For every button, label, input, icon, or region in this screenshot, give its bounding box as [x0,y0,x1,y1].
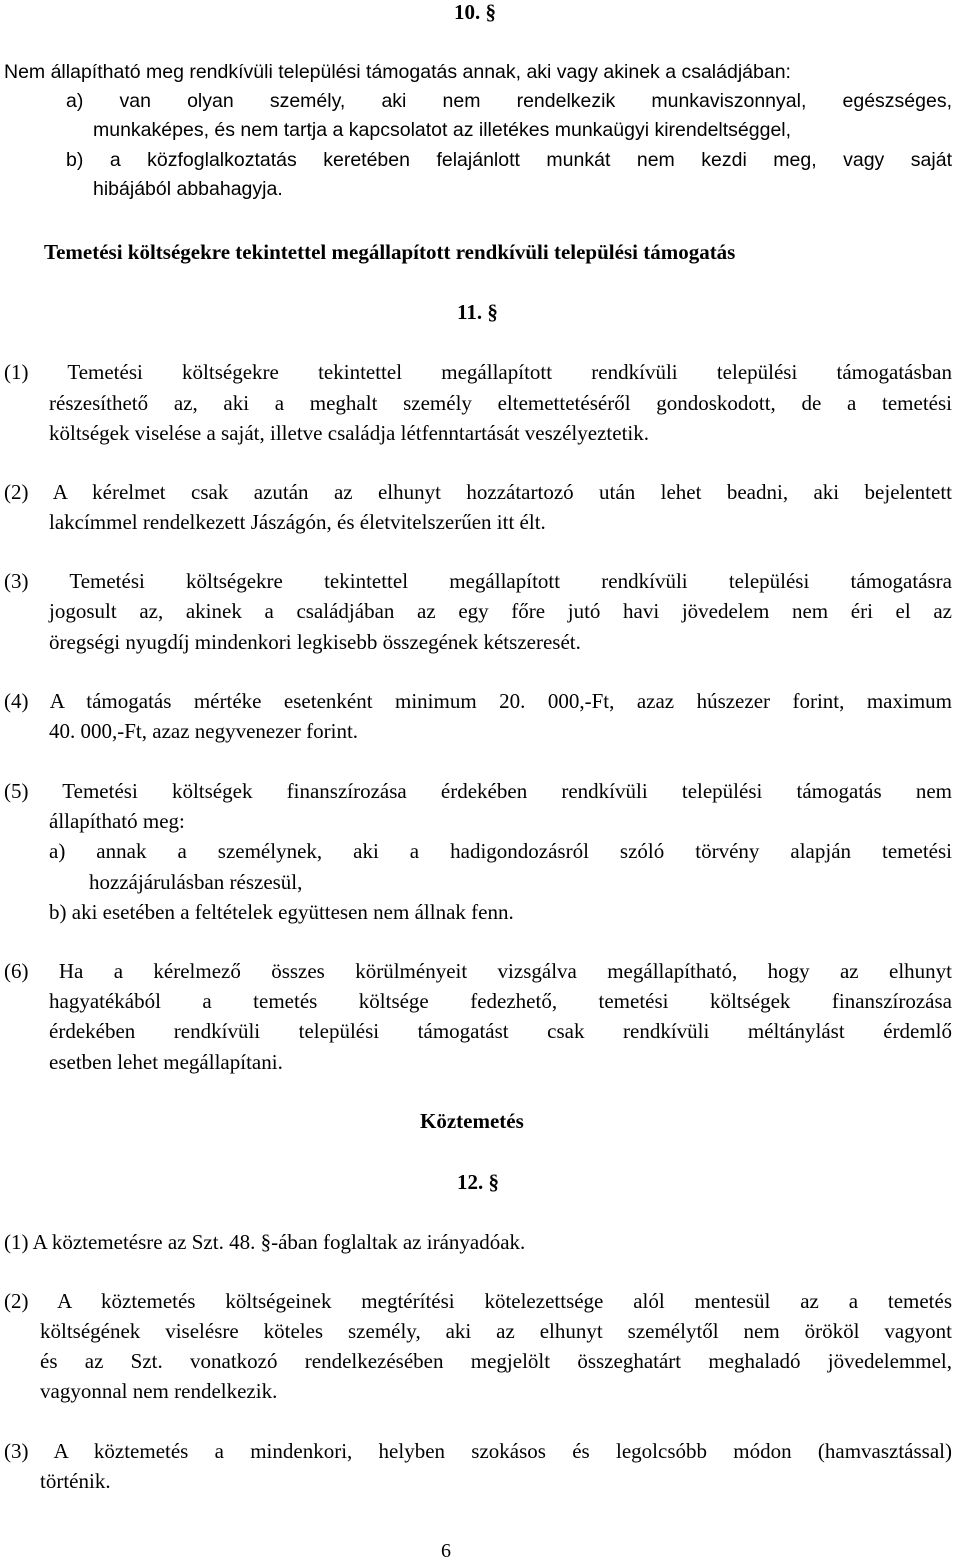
section-10-point-a-line2: munkaképes, és nem tartja a kapcsolatot az illetékes munkaügyi kirendeltséggel, [93,119,792,141]
section-10-point-a-line1: a) van olyan személy, aki nem rendelkezik munkaviszonnyal, egészséges, [66,90,952,112]
section-10-point-b-line1: b) a közfoglalkoztatás keretében felajánlott munkát nem kezdi meg, vagy saját [66,149,952,171]
section-10-point-b-line2: hibájából abbahagyja. [93,178,283,200]
section-10-intro: Nem állapítható meg rendkívüli települési támogatás annak, aki vagy akinek a családjában: [4,61,791,83]
section-number-10: 10. § [454,0,496,24]
temetesi-heading: Temetési költségekre tekintettel megállapított rendkívüli települési támogatás [44,240,736,264]
section-number-11: 11. § [457,300,498,324]
koztemetes-heading: Köztemetés [420,1109,524,1133]
section-number-12: 12. § [457,1170,499,1194]
page-number: 6 [441,1540,451,1562]
